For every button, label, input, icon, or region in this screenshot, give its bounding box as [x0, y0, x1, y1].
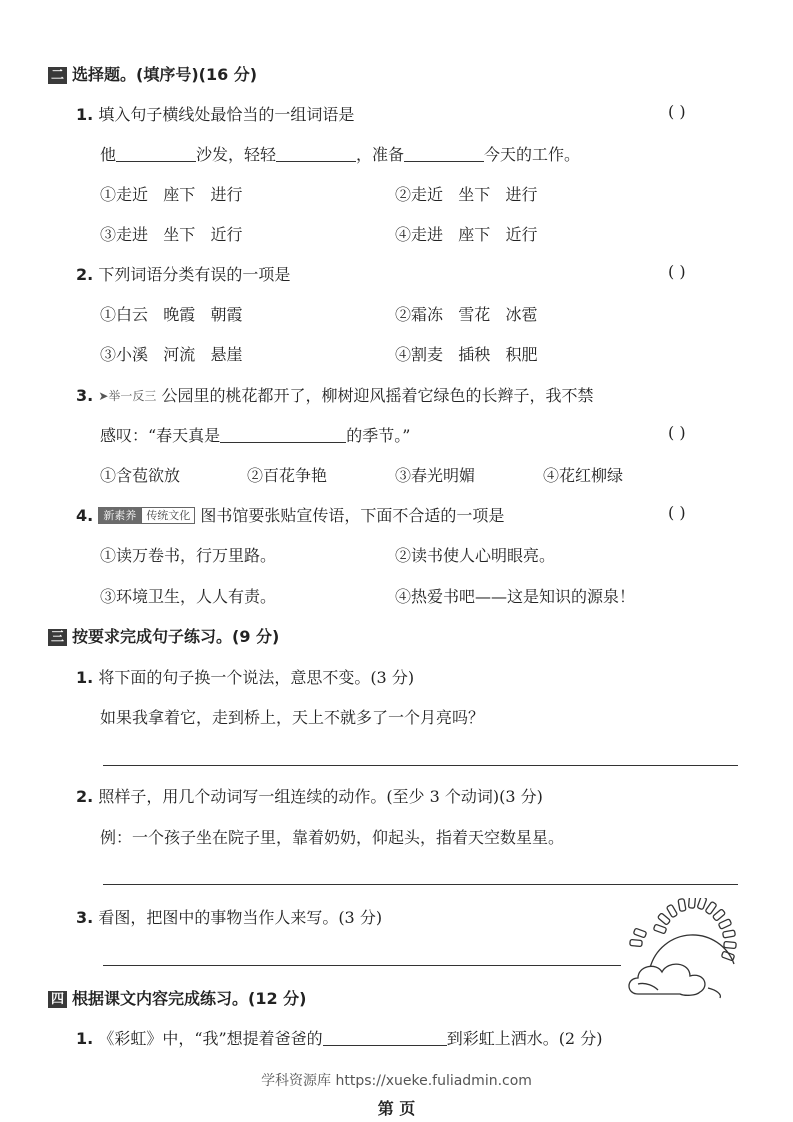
cloud-icon	[629, 964, 705, 995]
q3-stem	[76, 383, 593, 406]
s4q1-stem	[76, 1026, 602, 1049]
q1-sentence-part: 沙发，轻轻	[196, 145, 277, 164]
section-4-title: 根据课文内容完成练习。(12 分)	[72, 989, 307, 1008]
s4q1-text-part: 到彩虹上洒水。(2 分)	[446, 1029, 603, 1048]
s3q1-number: 1.	[76, 668, 94, 687]
q2-answer-paren[interactable]: ( )	[668, 262, 686, 281]
q2-text: 下列词语分类有误的一项是	[98, 265, 291, 284]
q4-stem	[76, 503, 504, 526]
s3q2-example: 例：一个孩子坐在院子里，靠着奶奶，仰起头，指着天空数星星。	[100, 828, 565, 847]
q4-option-4: ④热爱书吧——这是知识的源泉！	[395, 587, 636, 606]
section-3-number: 三	[48, 629, 67, 646]
q3-answer-paren[interactable]: ( )	[668, 423, 686, 442]
s3q1-stem	[76, 665, 414, 688]
s3q3-text: 看图，把图中的事物当作人来写。(3 分)	[98, 908, 383, 927]
q1-option-1: ①走近 座下 进行	[100, 185, 243, 204]
q3-text: 公园里的桃花都开了，柳树迎风摇着它绿色的长辫子，我不禁	[161, 386, 594, 405]
section-3-title: 按要求完成句子练习。(9 分)	[72, 627, 280, 646]
q3-option-4: ④花红柳绿	[543, 466, 624, 485]
s3q1-answer-line[interactable]	[103, 765, 738, 766]
q3-line-2-part: 的季节。”	[346, 426, 411, 445]
q3-line-2-part: 感叹：“春天真是	[100, 426, 221, 445]
q4-tag-culture: 传统文化	[141, 507, 195, 524]
sun-rays-icon	[630, 898, 736, 961]
q1-stem	[76, 102, 354, 125]
q1-option-2: ②走近 坐下 进行	[395, 185, 538, 204]
q2-option-2: ②霜冻 雪花 冰雹	[395, 305, 538, 324]
q3-option-2: ②百花争艳	[247, 466, 328, 485]
q4-tag-new: 新素养	[98, 507, 141, 524]
q3-number: 3.	[76, 386, 94, 405]
q2-option-1: ①白云 晚霞 朝霞	[100, 305, 243, 324]
s4q1-text-part: 《彩虹》中，“我”想提着爸爸的	[98, 1029, 323, 1048]
sun-icon	[650, 935, 734, 968]
page-number: 第 页	[377, 1099, 416, 1118]
q4-number: 4.	[76, 506, 94, 525]
section-4-heading	[48, 986, 306, 1009]
s4q1-blank[interactable]	[323, 1029, 447, 1046]
section-4-number: 四	[48, 991, 67, 1008]
q1-sentence-part: 今天的工作。	[484, 145, 581, 164]
q3-tag: ➤举一反三	[98, 389, 157, 403]
q3-line-2	[100, 423, 410, 446]
q2-option-4: ④割麦 插秧 积肥	[395, 345, 538, 364]
q2-option-3: ③小溪 河流 悬崖	[100, 345, 243, 364]
q1-number: 1.	[76, 105, 94, 124]
s3q2-number: 2.	[76, 787, 94, 806]
section-3-heading	[48, 624, 279, 647]
s3q3-stem	[76, 905, 382, 928]
q2-stem	[76, 262, 290, 285]
s3q1-text: 将下面的句子换一个说法，意思不变。(3 分)	[98, 668, 415, 687]
q4-option-2: ②读书使人心明眼亮。	[395, 546, 556, 565]
section-2-heading	[48, 62, 257, 85]
q4-text: 图书馆要张贴宣传语，下面不合适的一项是	[200, 506, 505, 525]
s4q1-number: 1.	[76, 1029, 94, 1048]
q1-blank-2[interactable]	[276, 145, 356, 162]
q2-number: 2.	[76, 265, 94, 284]
q3-option-3: ③春光明媚	[395, 466, 476, 485]
q1-sentence-part: ，准备	[356, 145, 405, 164]
s3q1-sentence: 如果我拿着它，走到桥上，天上不就多了一个月亮吗？	[100, 708, 485, 727]
q4-answer-paren[interactable]: ( )	[668, 503, 686, 522]
q1-blank-3[interactable]	[404, 145, 484, 162]
s3q2-text: 照样子，用几个动词写一组连续的动作。(至少 3 个动词)(3 分)	[98, 787, 543, 806]
q3-option-1: ①含苞欲放	[100, 466, 181, 485]
q4-option-1: ①读万卷书，行万里路。	[100, 546, 277, 565]
s3q2-stem	[76, 784, 543, 807]
q1-sentence	[100, 142, 580, 165]
section-2-number: 二	[48, 67, 67, 84]
s3q2-answer-line[interactable]	[103, 884, 738, 885]
q1-answer-paren[interactable]: ( )	[668, 102, 686, 121]
q1-option-3: ③走进 坐下 近行	[100, 225, 243, 244]
sun-cloud-illustration	[624, 898, 744, 1000]
section-2-title: 选择题。(填序号)(16 分)	[72, 65, 258, 84]
q1-option-4: ④走进 座下 近行	[395, 225, 538, 244]
q4-option-3: ③环境卫生，人人有责。	[100, 587, 277, 606]
q1-blank-1[interactable]	[116, 145, 196, 162]
q1-text: 填入句子横线处最恰当的一组词语是	[98, 105, 355, 124]
s3q3-answer-line[interactable]	[103, 965, 621, 966]
q1-sentence-part: 他	[100, 145, 117, 164]
s3q3-number: 3.	[76, 908, 94, 927]
footer-source: 学科资源库 https://xueke.fuliadmin.com	[261, 1073, 532, 1089]
q3-blank[interactable]	[220, 426, 346, 443]
